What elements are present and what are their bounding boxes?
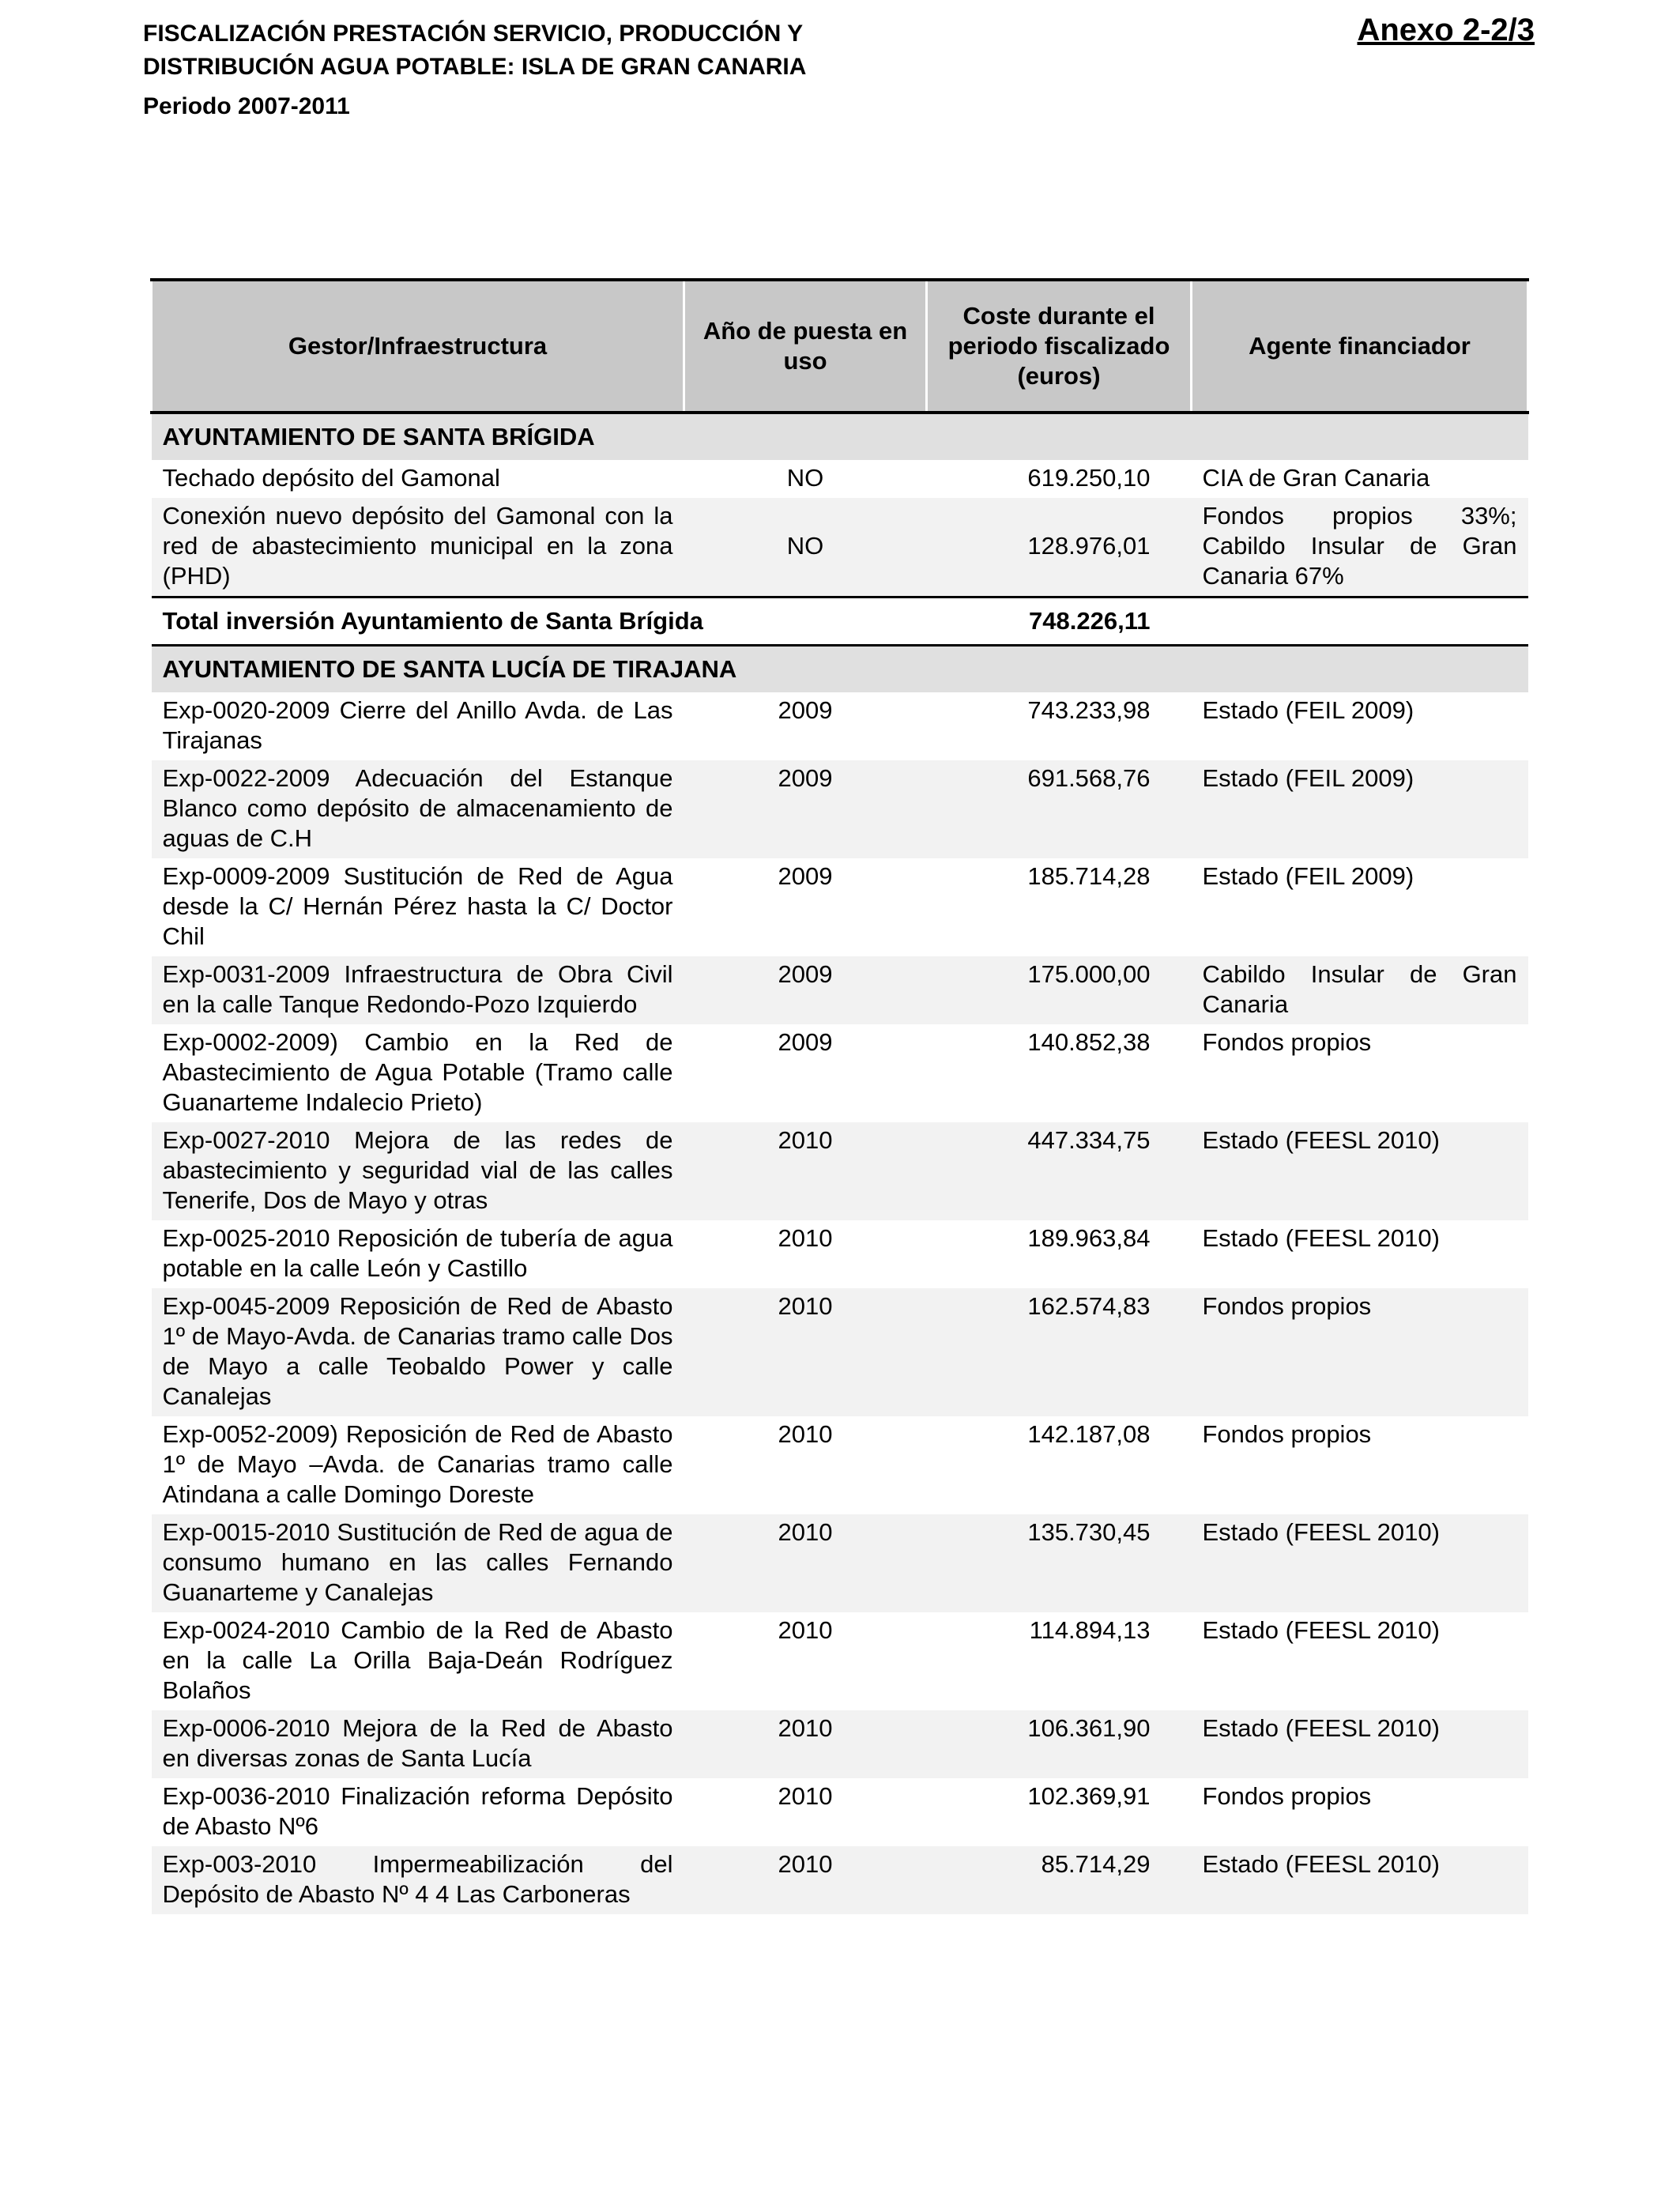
table-row [152,1778,1528,1846]
row-description: Exp-0009-2009 Sustitución de Red de Agua desde la C/ Hernán Pérez hasta la C/ Doctor Chil [162,862,673,950]
row-description: Exp-0024-2010 Cambio de la Red de Abasto en la calle La Orilla Baja-Deán Rodríguez Bolaños [162,1616,673,1704]
row-description: Conexión nuevo depósito del Gamonal con la red de abastecimiento municipal en la zona (PHD) [152,498,684,598]
table-row [152,1416,1528,1514]
row-year: 2009 [778,1028,833,1056]
row-agent: Cabildo Insular de Gran Canaria [1192,956,1528,1024]
row-cost: 102.369,91 [1027,1782,1151,1810]
annex-label: Anexo 2-2/3 [1357,13,1535,47]
row-agent: Estado (FEESL 2010) [1192,1846,1528,1914]
row-year: 2009 [684,956,927,1024]
row-cost: 447.334,75 [927,1122,1192,1220]
row-cost: 691.568,76 [927,760,1192,858]
table-row [152,1710,1528,1778]
table-header-row [152,280,1528,413]
column-header-cost: Coste durante el periodo fiscalizado (euros) [927,280,1192,413]
row-description: Exp-0006-2010 Mejora de la Red de Abasto en diversas zonas de Santa Lucía [152,1710,684,1778]
column-header-agent: Agente financiador [1192,280,1528,413]
row-cost: 743.233,98 [1027,696,1151,724]
row-year: 2009 [684,760,927,858]
row-agent: Estado (FEESL 2010) [1192,1710,1528,1778]
row-description: Exp-0036-2010 Finalización reforma Depósito de Abasto Nº6 [162,1782,673,1840]
row-agent: Fondos propios [1192,1288,1528,1416]
row-cost: 189.963,84 [1027,1224,1151,1252]
table-row [152,1514,1528,1612]
row-description: Exp-0027-2010 Mejora de las redes de abastecimiento y seguridad vial de las calles Tenerife, Dos de Mayo y otras [152,1122,684,1220]
row-agent: CIA de Gran Canaria [1202,464,1430,492]
row-description: Exp-0025-2010 Reposición de tubería de agua potable en la calle León y Castillo [162,1224,673,1282]
row-description: Exp-0052-2009) Reposición de Red de Abasto 1º de Mayo –Avda. de Canarias tramo calle Atindana a calle Domingo Doreste [162,1420,673,1508]
row-cost: 185.714,28 [1027,862,1151,890]
document-header [143,17,806,123]
row-cost: 140.852,38 [1027,1028,1151,1056]
table-row [152,460,1528,498]
row-cost: 619.250,10 [1027,464,1151,492]
row-year: 2010 [684,1122,927,1220]
row-year: 2010 [684,1514,927,1612]
row-agent: Estado (FEESL 2010) [1192,1122,1528,1220]
total-row-santa-brigida [152,598,1528,646]
row-agent: Estado (FEESL 2010) [1202,1616,1440,1644]
row-cost: 135.730,45 [927,1514,1192,1612]
row-description: Exp-0045-2009 Reposición de Red de Abasto 1º de Mayo-Avda. de Canarias tramo calle Dos de Mayo a calle Teobaldo Power y calle Canalejas [152,1288,684,1416]
section-title: AYUNTAMIENTO DE SANTA BRÍGIDA [152,413,1528,460]
row-cost: 114.894,13 [1029,1616,1151,1644]
row-description: Exp-003-2010 Impermeabilización del Depósito de Abasto Nº 4 4 Las Carboneras [152,1846,684,1914]
section-row-santa-lucia [152,646,1528,693]
row-year: NO [786,464,824,492]
table-row [152,498,1528,598]
row-year: 2010 [684,1710,927,1778]
row-year: 2009 [778,862,833,890]
row-agent: Estado (FEESL 2010) [1192,1514,1528,1612]
document-title-line1: FISCALIZACIÓN PRESTACIÓN SERVICIO, PRODUCCIÓN Y [143,21,804,47]
row-year: 2010 [778,1420,833,1448]
document-title-line2: DISTRIBUCIÓN AGUA POTABLE: ISLA DE GRAN CANARIA [143,54,807,80]
row-cost: 162.574,83 [927,1288,1192,1416]
table-row [152,956,1528,1024]
row-description: Exp-0015-2010 Sustitución de Red de agua de consumo humano en las calles Fernando Guanarteme y Canalejas [152,1514,684,1612]
table-row [152,858,1528,956]
section-title: AYUNTAMIENTO DE SANTA LUCÍA DE TIRAJANA [152,646,1528,693]
table-row [152,1846,1528,1914]
table-row [152,1220,1528,1288]
row-cost: 85.714,29 [927,1846,1192,1914]
row-description: Exp-0022-2009 Adecuación del Estanque Blanco como depósito de almacenamiento de aguas de C.H [152,760,684,858]
row-agent: Fondos propios [1202,1420,1372,1448]
row-agent: Estado (FEIL 2009) [1192,760,1528,858]
row-description: Exp-0002-2009) Cambio en la Red de Abastecimiento de Agua Potable (Tramo calle Guanarteme Indalecio Prieto) [162,1028,673,1116]
row-year: 2010 [778,1616,833,1644]
row-cost: 142.187,08 [1027,1420,1151,1448]
table-row [152,692,1528,760]
row-year: 2010 [778,1782,833,1810]
row-cost: 106.361,90 [927,1710,1192,1778]
document-period: Periodo 2007-2011 [143,93,350,119]
row-agent: Estado (FEIL 2009) [1202,696,1414,724]
row-cost: 175.000,00 [927,956,1192,1024]
row-agent: Fondos propios [1202,1782,1372,1810]
row-agent: Estado (FEESL 2010) [1202,1224,1440,1252]
row-year: 2010 [778,1224,833,1252]
table-row [152,1122,1528,1220]
section-row-santa-brigida [152,413,1528,460]
row-agent: Fondos propios [1202,1028,1372,1056]
table-row [152,1024,1528,1122]
column-header-year: Año de puesta en uso [684,280,927,413]
investment-table [150,278,1529,1914]
total-cost: 748.226,11 [927,598,1192,646]
table-row [152,1612,1528,1710]
column-header-gestor: Gestor/Infraestructura [152,280,684,413]
row-year: 2009 [778,696,833,724]
total-label: Total inversión Ayuntamiento de Santa Brígida [152,598,927,646]
row-year: NO [684,498,927,598]
row-agent: Fondos propios 33%; Cabildo Insular de Gran Canaria 67% [1192,498,1528,598]
row-description: Techado depósito del Gamonal [162,464,500,492]
row-description: Exp-0020-2009 Cierre del Anillo Avda. de Las Tirajanas [162,696,673,754]
row-cost: 128.976,01 [927,498,1192,598]
row-agent: Estado (FEIL 2009) [1202,862,1414,890]
table-row [152,1288,1528,1416]
row-year: 2010 [684,1846,927,1914]
total-agent-empty [1192,598,1528,646]
table-row [152,760,1528,858]
row-description: Exp-0031-2009 Infraestructura de Obra Civil en la calle Tanque Redondo-Pozo Izquierdo [152,956,684,1024]
row-year: 2010 [684,1288,927,1416]
